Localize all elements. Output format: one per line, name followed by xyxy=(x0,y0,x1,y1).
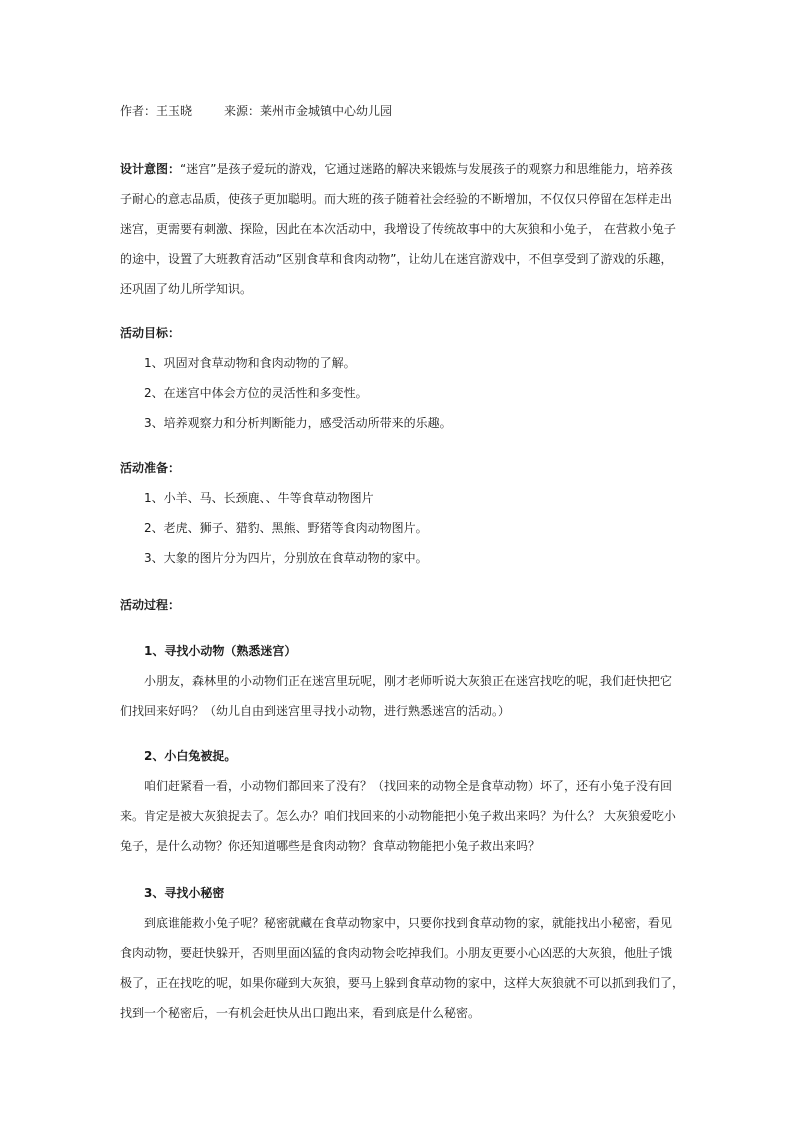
design-intent-line: 迷宫，更需要有刺激、探险，因此在本次活动中，我增设了传统故事中的大灰狼和小兔子， 在营救小兔子 xyxy=(120,222,676,236)
author-text: 作者：王玉晓 xyxy=(120,104,193,118)
step-line: 找到一个秘密后，一有机会赶快从出口跑出来，看到底是什么秘密。 xyxy=(120,1006,481,1020)
design-intent-line: 还巩固了幼儿所学知识。 xyxy=(120,282,253,296)
goal-item: 2、在迷宫中体会方位的灵活性和多变性。 xyxy=(144,386,368,400)
process-step xyxy=(120,741,680,861)
process-title: 活动过程： xyxy=(120,598,181,612)
process-section xyxy=(120,590,680,620)
prep-item: 3、大象的图片分为四片，分别放在食草动物的家中。 xyxy=(144,551,428,565)
step-heading: 3、寻找小秘密 xyxy=(144,886,225,900)
step-heading: 2、小白兔被捉。 xyxy=(144,749,237,763)
design-intent-paragraph xyxy=(120,154,680,304)
step-line: 小朋友，森林里的小动物们正在迷宫里玩呢，刚才老师听说大灰狼正在迷宫找吃的呢，我们赶快把它 xyxy=(144,674,673,688)
step-line: 兔子，是什么动物？你还知道哪些是食肉动物？食草动物能把小兔子救出来吗？ xyxy=(120,839,541,853)
prep-item: 2、老虎、狮子、猎豹、黑熊、野猪等食肉动物图片。 xyxy=(144,521,428,535)
step-line: 来。肯定是被大灰狼捉去了。怎么办？咱们找回来的小动物能把小兔子救出来吗？为什么？ 大灰狼爱吃小 xyxy=(120,809,676,823)
design-intent-line: “迷宫”是孩子爱玩的游戏，它通过迷路的解决来锻炼与发展孩子的观察力和思维能力，培养孩 xyxy=(180,162,673,176)
design-intent-line: 的途中，设置了大班教育活动”区别食草和食肉动物”，让幼儿在迷宫游戏中，不但享受到了游戏的乐趣， xyxy=(120,252,673,266)
source-text: 来源：莱州市金城镇中心幼儿园 xyxy=(224,104,393,118)
step-heading: 1、寻找小动物（熟悉迷宫） xyxy=(144,644,297,658)
step-line: 咱们赶紧看一看，小动物们都回来了没有？（找回来的动物全是食草动物）坏了，还有小兔子没有回 xyxy=(144,779,673,793)
goals-title: 活动目标： xyxy=(120,326,181,340)
prep-item: 1、小羊、马、长颈鹿、、牛等食草动物图片 xyxy=(144,491,374,505)
step-line: 们找回来好吗？（幼儿自由到迷宫里寻找小动物，进行熟悉迷宫的活动。） xyxy=(120,704,511,718)
prep-section xyxy=(120,453,680,573)
header-line xyxy=(120,96,680,126)
step-line: 食肉动物，要赶快躲开，否则里面凶猛的食肉动物会吃掉我们。小朋友更要小心凶恶的大灰狼，他肚子饿 xyxy=(120,946,673,960)
goal-item: 3、培养观察力和分析判断能力，感受活动所带来的乐趣。 xyxy=(144,416,452,430)
design-intent-line: 子耐心的意志品质，使孩子更加聪明。而大班的孩子随着社会经验的不断增加，不仅仅只停留在怎样走出 xyxy=(120,192,673,206)
goal-item: 1、巩固对食草动物和食肉动物的了解。 xyxy=(144,356,356,370)
step-line: 极了，正在找吃的呢，如果你碰到大灰狼，要马上躲到食草动物的家中，这样大灰狼就不可以抓到我们了， xyxy=(120,976,685,990)
prep-title: 活动准备： xyxy=(120,461,181,475)
process-step xyxy=(120,636,680,726)
design-intent-label: 设计意图： xyxy=(120,162,181,176)
step-line: 到底谁能救小兔子呢？秘密就藏在食草动物家中，只要你找到食草动物的家，就能找出小秘密，看见 xyxy=(144,916,673,930)
goals-section xyxy=(120,318,680,438)
process-step xyxy=(120,878,685,1028)
